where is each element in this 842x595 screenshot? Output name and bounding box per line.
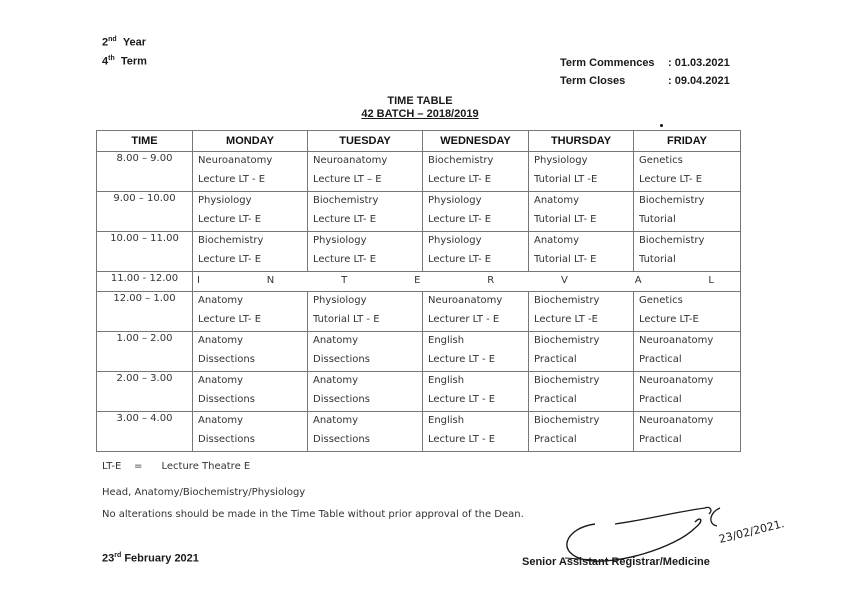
session-type: Tutorial LT- E — [534, 214, 597, 225]
issue-date — [102, 552, 199, 565]
subject: Biochemistry — [639, 235, 705, 246]
subject: Biochemistry — [639, 195, 705, 206]
session-cell — [529, 192, 634, 232]
batch-title: 42 BATCH – 2018/2019 — [361, 108, 479, 120]
session-cell — [193, 192, 308, 232]
session-type: Tutorial LT - E — [313, 314, 380, 325]
session-type: Dissections — [313, 434, 370, 445]
timetable-title: TIME TABLE — [387, 95, 453, 107]
subject: Neuroanatomy — [198, 155, 273, 166]
issue-date-day: 23 — [102, 552, 115, 565]
subject: Neuroanatomy — [639, 415, 714, 426]
session-cell — [193, 232, 308, 272]
session-type: Lecture LT - E — [428, 354, 496, 365]
table-row — [97, 232, 741, 272]
interval-cell — [193, 272, 741, 292]
timetable — [96, 130, 741, 452]
subject: Neuroanatomy — [313, 155, 388, 166]
session-type: Lecture LT- E — [198, 314, 262, 325]
subject: Anatomy — [198, 415, 244, 426]
session-type: Lecture LT – E — [313, 174, 382, 185]
interval-letter: A — [634, 275, 642, 286]
term-closes-label: Term Closes — [560, 75, 626, 87]
session-type: Lecture LT- E — [428, 174, 492, 185]
heads-line: Head, Anatomy/Biochemistry/Physiology — [102, 487, 306, 498]
issue-date-suffix: rd — [114, 552, 122, 559]
interval-letter: I — [197, 275, 200, 286]
subject: Physiology — [428, 195, 482, 206]
session-cell — [308, 232, 423, 272]
subject: Anatomy — [198, 335, 244, 346]
session-type: Lecture LT- E — [198, 214, 262, 225]
session-cell — [193, 332, 308, 372]
year-word: Year — [122, 36, 147, 49]
session-cell — [634, 332, 741, 372]
session-cell — [423, 232, 529, 272]
term-suffix: th — [108, 55, 115, 62]
table-row — [97, 292, 741, 332]
session-type: Dissections — [313, 394, 370, 405]
interval-letter: V — [561, 275, 568, 286]
subject: Anatomy — [534, 235, 580, 246]
session-cell — [308, 372, 423, 412]
term-number: 4 — [102, 55, 109, 68]
interval-letter: N — [266, 275, 275, 286]
column-header: TUESDAY — [308, 131, 423, 152]
subject: Biochemistry — [534, 295, 600, 306]
table-row — [97, 412, 741, 452]
subject: Biochemistry — [534, 335, 600, 346]
table-row — [97, 372, 741, 412]
subject: Physiology — [198, 195, 252, 206]
session-type: Lecture LT -E — [534, 314, 598, 325]
subject: English — [428, 375, 465, 386]
session-cell — [529, 332, 634, 372]
session-cell — [529, 232, 634, 272]
signature-date: 23/02/2021. — [717, 517, 786, 546]
session-cell — [423, 192, 529, 232]
session-type: Lecture LT - E — [428, 394, 496, 405]
session-type: Dissections — [198, 394, 255, 405]
session-cell — [308, 152, 423, 192]
interval-time: 11.00 - 12.00 — [97, 272, 193, 292]
session-type: Lecturer LT - E — [428, 314, 500, 325]
session-cell — [423, 292, 529, 332]
session-cell — [308, 412, 423, 452]
session-cell — [529, 372, 634, 412]
subject: Neuroanatomy — [428, 295, 503, 306]
interval-letter: E — [414, 275, 421, 286]
session-cell — [193, 372, 308, 412]
session-cell — [634, 292, 741, 332]
session-cell — [193, 152, 308, 192]
subject: Physiology — [313, 235, 367, 246]
subject: English — [428, 335, 465, 346]
subject: Biochemistry — [534, 415, 600, 426]
session-type: Practical — [639, 354, 682, 365]
subject: English — [428, 415, 465, 426]
legend-equals: = — [134, 461, 143, 472]
term-commences-row — [560, 57, 730, 75]
term-closes-value: : 09.04.2021 — [668, 75, 730, 87]
session-cell — [423, 412, 529, 452]
session-cell — [423, 152, 529, 192]
time-slot: 2.00 – 3.00 — [97, 372, 193, 412]
subject: Anatomy — [313, 375, 359, 386]
subject: Physiology — [313, 295, 367, 306]
legend — [102, 461, 250, 472]
session-cell — [529, 292, 634, 332]
subject: Physiology — [428, 235, 482, 246]
session-cell — [423, 332, 529, 372]
time-slot: 9.00 – 10.00 — [97, 192, 193, 232]
approval-note: No alterations should be made in the Time Table without prior approval of the Dean. — [102, 509, 524, 520]
session-cell — [423, 372, 529, 412]
term-dates — [560, 57, 730, 93]
session-type: Lecture LT- E — [313, 254, 377, 265]
session-cell — [529, 152, 634, 192]
session-type: Dissections — [198, 434, 255, 445]
subject: Genetics — [639, 295, 683, 306]
column-header: MONDAY — [193, 131, 308, 152]
interval-row — [97, 272, 741, 292]
session-type: Practical — [534, 394, 577, 405]
session-type: Lecture LT- E — [428, 214, 492, 225]
session-type: Practical — [639, 434, 682, 445]
year-suffix: nd — [108, 36, 117, 43]
term-label — [102, 55, 147, 68]
subject: Biochemistry — [428, 155, 494, 166]
time-slot: 8.00 – 9.00 — [97, 152, 193, 192]
session-cell — [634, 192, 741, 232]
subject: Anatomy — [534, 195, 580, 206]
session-cell — [634, 152, 741, 192]
table-row — [97, 152, 741, 192]
subject: Biochemistry — [534, 375, 600, 386]
time-slot: 1.00 – 2.00 — [97, 332, 193, 372]
term-commences-value: : 01.03.2021 — [668, 57, 730, 69]
year-label — [102, 36, 146, 49]
subject: Neuroanatomy — [639, 335, 714, 346]
header-row — [97, 131, 741, 152]
subject: Physiology — [534, 155, 588, 166]
session-type: Dissections — [198, 354, 255, 365]
session-type: Lecture LT- E — [428, 254, 492, 265]
session-cell — [634, 372, 741, 412]
session-type: Dissections — [313, 354, 370, 365]
session-type: Lecture LT - E — [198, 174, 266, 185]
session-cell — [308, 192, 423, 232]
subject: Anatomy — [198, 375, 244, 386]
session-cell — [529, 412, 634, 452]
time-slot: 10.00 – 11.00 — [97, 232, 193, 272]
session-type: Practical — [534, 434, 577, 445]
session-cell — [634, 232, 741, 272]
session-type: Lecture LT-E — [639, 314, 699, 325]
term-word: Term — [120, 55, 147, 68]
year-number: 2 — [102, 36, 109, 49]
subject: Neuroanatomy — [639, 375, 714, 386]
subject: Anatomy — [313, 415, 359, 426]
interval-letter: T — [341, 275, 348, 286]
session-type: Tutorial — [639, 254, 676, 265]
subject: Biochemistry — [313, 195, 379, 206]
subject: Anatomy — [198, 295, 244, 306]
legend-abbr: LT-E — [102, 461, 122, 472]
session-type: Lecture LT - E — [428, 434, 496, 445]
subject: Genetics — [639, 155, 683, 166]
table-row — [97, 332, 741, 372]
subject: Anatomy — [313, 335, 359, 346]
session-type: Lecture LT- E — [198, 254, 262, 265]
column-header: FRIDAY — [634, 131, 741, 152]
table-row — [97, 192, 741, 232]
term-closes-row — [560, 75, 730, 93]
legend-full: Lecture Theatre E — [161, 461, 251, 472]
session-cell — [193, 292, 308, 332]
session-cell — [308, 332, 423, 372]
subject: Biochemistry — [198, 235, 264, 246]
term-commences-label: Term Commences — [560, 57, 655, 69]
issue-date-rest: February 2021 — [124, 552, 199, 565]
session-cell — [634, 412, 741, 452]
session-type: Practical — [639, 394, 682, 405]
column-header: WEDNESDAY — [423, 131, 529, 152]
session-type: Lecture LT- E — [313, 214, 377, 225]
time-slot: 12.00 – 1.00 — [97, 292, 193, 332]
session-cell — [308, 292, 423, 332]
column-header: THURSDAY — [529, 131, 634, 152]
time-slot: 3.00 – 4.00 — [97, 412, 193, 452]
session-type: Tutorial LT- E — [534, 254, 597, 265]
interval-letter: R — [487, 275, 495, 286]
signatory: Senior Assistant Registrar/Medicine — [522, 556, 710, 568]
session-type: Practical — [534, 354, 577, 365]
interval-letter: L — [708, 275, 714, 286]
ink-dot — [660, 124, 663, 127]
session-cell — [193, 412, 308, 452]
session-type: Tutorial — [639, 214, 676, 225]
column-header: TIME — [97, 131, 193, 152]
session-type: Tutorial LT -E — [534, 174, 598, 185]
session-type: Lecture LT- E — [639, 174, 703, 185]
